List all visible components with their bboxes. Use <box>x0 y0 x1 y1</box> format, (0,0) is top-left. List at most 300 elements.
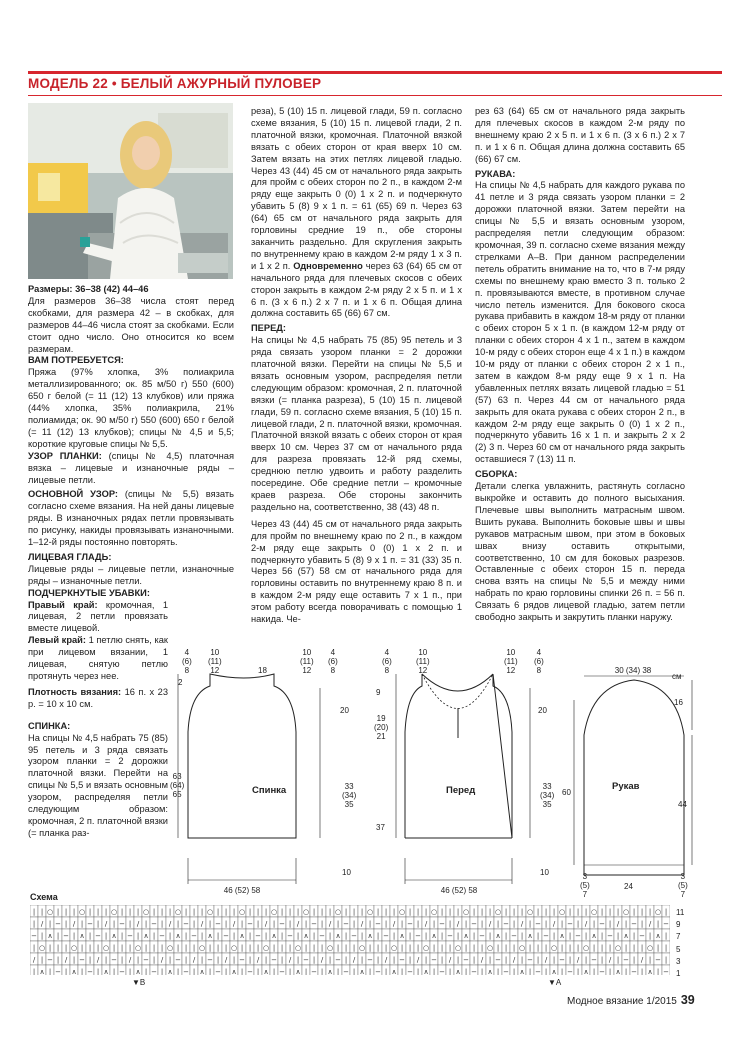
chart-symbol: | <box>272 920 276 928</box>
chart-symbol: | <box>296 908 300 916</box>
chart-symbol: ○ <box>78 908 86 916</box>
page-title: МОДЕЛЬ 22 • БЕЛЫЙ АЖУРНЫЙ ПУЛОВЕР <box>28 76 322 91</box>
front-dim-20: 20 <box>538 706 547 715</box>
sleeve-dim-bl: 3 (5) 7 <box>580 872 590 899</box>
chart-symbol: | <box>160 968 164 975</box>
chart-symbol: | <box>280 944 284 952</box>
chart-symbol: | <box>616 956 620 964</box>
chart-symbol: | <box>368 920 372 928</box>
chart-symbol: | <box>600 944 604 952</box>
chart-symbol: | <box>152 908 156 916</box>
chart-symbol: ○ <box>494 908 502 916</box>
front-finish-text: рез 63 (64) 65 см от начального ряда закрыть для плечевых скосов в каждом 2-м ряду по внешнему краю 2 х 5 п. и 1 х 6 п. (3 х 6 п.) 2 х 7 п. и 1 х 6 п. Общая длина должна составить 65 (66) 67 см. <box>475 106 685 164</box>
chart-symbol: | <box>360 908 364 916</box>
chart-symbol: − <box>495 956 501 964</box>
chart-symbol: | <box>624 944 628 952</box>
chart-symbol: | <box>56 908 60 916</box>
chart-symbol: | <box>80 944 84 952</box>
chart-symbol: − <box>535 920 541 928</box>
assembly-heading: СБОРКА: <box>475 469 518 480</box>
chart-symbol: | <box>608 968 612 975</box>
chart-symbol: | <box>248 956 252 964</box>
back-dim-top-left: 10 (11) 12 <box>208 648 222 675</box>
chart-symbol: ○ <box>614 944 622 952</box>
chart-symbol: | <box>584 908 588 916</box>
chart-symbol: | <box>400 944 404 952</box>
chart-symbol: | <box>216 956 220 964</box>
chart-symbol: ○ <box>230 944 238 952</box>
chart-symbol: | <box>72 932 76 940</box>
chart-symbol: | <box>304 920 308 928</box>
chart-symbol: / <box>392 920 396 928</box>
chart-symbol: | <box>432 968 436 975</box>
chart-symbol: ∧ <box>367 932 373 940</box>
chart-symbol: − <box>479 932 485 940</box>
chart-symbol: | <box>560 968 564 975</box>
chart-symbol: ∧ <box>111 932 117 940</box>
chart-symbol: | <box>544 908 548 916</box>
chart-symbol: | <box>576 944 580 952</box>
chart-symbol: | <box>256 908 260 916</box>
page-number: 39 <box>680 993 695 1007</box>
chart-symbol: − <box>567 920 573 928</box>
chart-symbol: − <box>303 956 309 964</box>
chart-symbol: | <box>376 944 380 952</box>
back-dim-10: 10 <box>342 868 351 877</box>
chart-symbol: ∧ <box>551 968 557 975</box>
chart-symbol: ○ <box>134 944 142 952</box>
chart-symbol: ○ <box>174 908 182 916</box>
chart-symbol: / <box>488 920 492 928</box>
chart-symbol: − <box>79 956 85 964</box>
front-heading: ПЕРЕД: <box>251 323 287 334</box>
back-dim-tl: 4 (6) 8 <box>182 648 192 675</box>
chart-symbol: | <box>448 944 452 952</box>
chart-symbol: − <box>367 956 373 964</box>
chart-symbol: | <box>56 956 60 964</box>
chart-symbol: − <box>55 920 61 928</box>
chart-symbol: | <box>240 920 244 928</box>
chart-symbol: ∧ <box>303 932 309 940</box>
chart-symbol: | <box>312 956 316 964</box>
chart-symbol: | <box>312 908 316 916</box>
chart-symbol: | <box>208 920 212 928</box>
chart-symbol: ○ <box>70 944 78 952</box>
chart-symbol: − <box>47 956 53 964</box>
chart-symbol: ∧ <box>423 968 429 975</box>
chart-symbol: − <box>311 920 317 928</box>
front-dim-top-left: 10 (11) 12 <box>416 648 430 675</box>
back-dim-tr: 4 (6) 8 <box>328 648 338 675</box>
chart-symbol: ∧ <box>207 932 213 940</box>
chart-symbol: / <box>584 920 588 928</box>
chart-symbol: | <box>648 956 652 964</box>
sleeve-dim-top: 30 (34) 38 <box>614 666 652 675</box>
chart-symbol: | <box>120 908 124 916</box>
front-dim-side: 33 (34) 35 <box>540 782 555 809</box>
sleeve-dim-16: 16 <box>674 698 683 707</box>
chart-symbol: | <box>624 920 628 928</box>
main-pattern-heading: ОСНОВНОЙ УЗОР: <box>28 489 118 500</box>
chart-symbol: − <box>87 920 93 928</box>
chart-symbol: | <box>488 956 492 964</box>
chart-symbol: | <box>552 956 556 964</box>
chart-symbol: / <box>320 956 324 964</box>
chart-symbol: | <box>576 968 580 975</box>
chart-symbol: ∧ <box>495 932 501 940</box>
chart-symbol: ○ <box>398 908 406 916</box>
chart-symbol: | <box>480 944 484 952</box>
chart-symbol: | <box>192 944 196 952</box>
chart-symbol: | <box>280 956 284 964</box>
chart-symbol: | <box>136 932 140 940</box>
chart-symbol: − <box>95 932 101 940</box>
chart-symbol: | <box>56 932 60 940</box>
chart-symbol: | <box>600 932 604 940</box>
assembly-text: Детали слегка увлажнить, растянуть согласно выкройке и оставить до полного высыхания. Плечевые швы выполнить матрасным швом. Вшить рукава. Выполнить боковые швы и швы рукавов матрасным швом, при этом в боковых швах внизу оставить открытыми, соответственно, 10 см для боковых разрезов. Оставленные с обеих сторон 15 п. переда снова взять на спицы № 5,5 и между ними набрать по краю горловины спинки 26 п. = 56 п. Связать 6 рядов лицевой гладью, затем петли свободно закрыть и закрутить планки наружу. <box>475 481 685 623</box>
chart-symbol: ○ <box>462 908 470 916</box>
left-edge-heading: Левый край: <box>28 635 86 646</box>
chart-symbol: | <box>496 920 500 928</box>
chart-symbol: | <box>480 908 484 916</box>
chart-symbol: | <box>160 920 164 928</box>
chart-symbol: − <box>599 920 605 928</box>
chart-symbol: | <box>40 908 44 916</box>
chart-symbol: − <box>375 920 381 928</box>
chart-symbol: | <box>88 908 92 916</box>
chart-symbol: | <box>352 944 356 952</box>
chart-symbol: | <box>224 968 228 975</box>
chart-symbol: | <box>112 968 116 975</box>
chart-symbol: | <box>480 968 484 975</box>
materials-heading: ВАМ ПОТРЕБУЕТСЯ: <box>28 355 124 366</box>
stitch-chart-grid <box>30 905 670 975</box>
chart-symbol: | <box>320 944 324 952</box>
chart-symbol: | <box>64 908 68 916</box>
chart-symbol: | <box>200 908 204 916</box>
chart-symbol: ○ <box>550 944 558 952</box>
chart-symbol: | <box>344 944 348 952</box>
chart-symbol: | <box>632 944 636 952</box>
back-continued-text: реза), 5 (10) 15 п. лицевой глади, 59 п. согласно схеме вязания, 5 (10) 15 п. лицевой глади, 2 п. платочной вязки, кромочная. Платочной вязкой вязать с обеих сторон от края вверх 10 см. Затем вязать на этих петлях лицевой гладью. Через 43 (44) 45 см от начального ряда закрыть для пройм с обеих сторон по 2 п., в каждом 2-м ряду еще закрыть 0 (0) 1 х 2 п. и подчеркнуто убавить 5 (8) 9 х 1 п. = 61 (65) 69 п. Через 63 (64) 65 см от начального ряда закрыть для горловины средние 19 п., обе стороны заканчить раздельно. Для скругления закрыть по внутреннему краю в каждом 2-м ряду 1 х 3 п. и 1 х 2 п. <box>251 106 462 271</box>
chart-symbol: | <box>472 956 476 964</box>
chart-symbol: | <box>600 956 604 964</box>
chart-symbol: ○ <box>302 908 310 916</box>
chart-symbol: ∧ <box>175 932 181 940</box>
chart-symbol: | <box>264 932 268 940</box>
chart-symbol: | <box>488 932 492 940</box>
chart-symbol: | <box>608 920 612 928</box>
density-heading: Плотность вязания: <box>28 686 122 697</box>
chart-symbol: / <box>264 920 268 928</box>
chart-symbol: | <box>144 968 148 975</box>
arrow-b: ▼В <box>132 978 146 987</box>
chart-symbol: ∧ <box>655 932 661 940</box>
chart-symbol: − <box>527 956 533 964</box>
chart-symbol: ○ <box>166 944 174 952</box>
chart-symbol: | <box>656 944 660 952</box>
chart-symbol: | <box>408 944 412 952</box>
chart-symbol: − <box>663 968 669 975</box>
chart-symbol: | <box>440 932 444 940</box>
chart-symbol: | <box>536 956 540 964</box>
chart-symbol: | <box>440 908 444 916</box>
chart-symbol: / <box>128 956 132 964</box>
row-number: 5 <box>676 944 681 954</box>
chart-symbol: − <box>439 968 445 975</box>
chart-symbol: ∧ <box>527 932 533 940</box>
chart-symbol: ○ <box>102 944 110 952</box>
chart-symbol: | <box>512 968 516 975</box>
chart-symbol: | <box>544 920 548 928</box>
chart-symbol: ○ <box>238 908 246 916</box>
chart-symbol: | <box>120 956 124 964</box>
chart-symbol: | <box>256 968 260 975</box>
chart-symbol: | <box>336 920 340 928</box>
chart-symbol: | <box>360 932 364 940</box>
arrow-a: ▼А <box>548 978 562 987</box>
chart-symbol: | <box>304 944 308 952</box>
chart-symbol: ○ <box>366 908 374 916</box>
chart-symbol: | <box>608 908 612 916</box>
chart-symbol: − <box>207 956 213 964</box>
chart-symbol: | <box>48 920 52 928</box>
chart-symbol: | <box>216 908 220 916</box>
chart-symbol: ∧ <box>271 932 277 940</box>
back-dim-height: 63 (64) 65 <box>170 772 185 799</box>
chart-symbol: | <box>632 956 636 964</box>
chart-symbol: | <box>456 908 460 916</box>
chart-symbol: | <box>544 944 548 952</box>
chart-symbol: − <box>183 920 189 928</box>
sleeve-dim-24: 24 <box>624 882 633 891</box>
chart-symbol: | <box>40 932 44 940</box>
chart-symbol: | <box>472 944 476 952</box>
chart-symbol: ○ <box>38 944 46 952</box>
chart-symbol: − <box>655 956 661 964</box>
chart-symbol: | <box>312 944 316 952</box>
chart-symbol: | <box>536 944 540 952</box>
chart-symbol: − <box>63 932 69 940</box>
chart-symbol: | <box>160 908 164 916</box>
chart-label: Схема <box>30 892 58 902</box>
chart-symbol: | <box>592 944 596 952</box>
chart-symbol: − <box>511 932 517 940</box>
simultaneously-label: Одновременно <box>290 260 363 271</box>
sleeve-dim-60: 60 <box>562 788 571 797</box>
chart-symbol: | <box>408 956 412 964</box>
front-text: На спицы № 4,5 набрать 75 (85) 95 петель и 3 ряда связать узором планки = 2 дорожки платочной вязки. Перейти на спицы № 5,5 и вязать основным узором, распределяя петли следующим образом: кромочная, 2 п. платочной вязки (= планка разреза), 5 (10) 15 п. лицевой глади, 59 п. согласно схеме вязания, 5 (10) 15 п. лицевой глади, 2 п. платочной вязки, кромочная. Платочной вязкой вязать с обеих сторон от края вверх 10 см. Через 37 см от начального ряда для разреза провязать 12-й ряд схемы, среднюю петлю удвоить и работу разделить посередине. Обе средние петли – кромочные краев разреза. Обе стороны закончить раздельно на, соответственно, 38 (43) 48 п. <box>251 335 462 512</box>
chart-symbol: ○ <box>390 944 398 952</box>
chart-symbol: − <box>535 968 541 975</box>
chart-symbol: | <box>256 944 260 952</box>
sleeves-heading: РУКАВА: <box>475 168 516 179</box>
chart-symbol: − <box>55 968 61 975</box>
chart-symbol: − <box>191 932 197 940</box>
chart-symbol: ○ <box>110 908 118 916</box>
chart-symbol: / <box>104 920 108 928</box>
chart-symbol: | <box>528 944 532 952</box>
chart-symbol: | <box>328 932 332 940</box>
chart-symbol: − <box>87 968 93 975</box>
chart-symbol: | <box>384 968 388 975</box>
chart-symbol: / <box>552 920 556 928</box>
sleeve-diagram <box>562 660 702 900</box>
sizes-heading: Размеры: 36–38 (42) 44–46 <box>28 284 149 294</box>
chart-symbol: − <box>607 932 613 940</box>
chart-symbol: / <box>512 956 516 964</box>
header-rule <box>28 71 722 74</box>
materials-text: Пряжа (97% хлопка, 3% полиакрила металлизированного; ок. 85 м/50 г) 550 (600) 650 г белой (= 11 (12) 13 клубков) или пряжа (44% хлопка, 35% полиакрила, 21% полиамида; ок. 90 м/50 г) 550 (600) 650 г белой (= 11 (12) 13 клубков); спицы № 4,5 и 5,5; короткие круговые спицы № 5,5. <box>28 367 234 449</box>
chart-symbol: ∧ <box>391 968 397 975</box>
chart-symbol: ∧ <box>647 968 653 975</box>
chart-symbol: | <box>96 944 100 952</box>
chart-symbol: | <box>456 932 460 940</box>
chart-symbol: ∧ <box>399 932 405 940</box>
chart-symbol: | <box>400 968 404 975</box>
chart-row-numbers <box>676 907 684 980</box>
decrease-heading: ПОДЧЕРКНУТЫЕ УБАВКИ: <box>28 587 150 598</box>
chart-symbol: − <box>223 932 229 940</box>
chart-symbol: ○ <box>358 944 366 952</box>
chart-symbol: ∧ <box>143 932 149 940</box>
chart-symbol: | <box>264 908 268 916</box>
chart-symbol: / <box>520 920 524 928</box>
chart-symbol: ∧ <box>327 968 333 975</box>
chart-symbol: ∧ <box>47 932 53 940</box>
chart-symbol: | <box>352 968 356 975</box>
chart-symbol: ∧ <box>79 932 85 940</box>
chart-symbol: | <box>128 920 132 928</box>
chart-symbol: / <box>64 956 68 964</box>
chart-symbol: | <box>248 944 252 952</box>
front-dim-10: 10 <box>540 868 549 877</box>
chart-symbol: ○ <box>526 908 534 916</box>
chart-symbol: ∧ <box>231 968 237 975</box>
row-number: 1 <box>676 969 681 979</box>
chart-symbol: | <box>400 920 404 928</box>
chart-symbol: − <box>343 920 349 928</box>
chart-symbol: | <box>48 944 52 952</box>
chart-symbol: | <box>488 908 492 916</box>
chart-symbol: | <box>656 920 660 928</box>
chart-symbol: ○ <box>582 944 590 952</box>
right-edge-heading: Правый край: <box>28 599 98 610</box>
sleeve-unit: см <box>672 672 682 681</box>
chart-symbol: | <box>320 920 324 928</box>
chart-symbol: ∧ <box>615 968 621 975</box>
chart-symbol: / <box>448 956 452 964</box>
chart-symbol: − <box>399 956 405 964</box>
chart-symbol: | <box>432 944 436 952</box>
stockinette-heading: ЛИЦЕВАЯ ГЛАДЬ: <box>28 551 112 562</box>
chart-symbol: / <box>352 956 356 964</box>
chart-symbol: | <box>288 968 292 975</box>
chart-symbol: | <box>600 908 604 916</box>
front-dim-width: 46 (52) 58 <box>440 886 478 895</box>
chart-symbol: ○ <box>422 944 430 952</box>
chart-symbol: | <box>200 932 204 940</box>
back-dim-top-right: 10 (11) 12 <box>300 648 314 675</box>
chart-symbol: ○ <box>654 908 662 916</box>
chart-symbol: ○ <box>622 908 630 916</box>
chart-symbol: | <box>464 944 468 952</box>
chart-symbol: | <box>592 968 596 975</box>
chart-symbol: ∧ <box>39 968 45 975</box>
chart-symbol: | <box>248 908 252 916</box>
chart-symbol: − <box>159 932 165 940</box>
chart-symbol: | <box>464 968 468 975</box>
back-diagram <box>170 648 370 900</box>
chart-symbol: | <box>112 944 116 952</box>
chart-symbol: | <box>288 944 292 952</box>
chart-symbol: − <box>447 932 453 940</box>
chart-symbol: | <box>368 944 372 952</box>
front-dim-tr: 4 (6) 8 <box>534 648 544 675</box>
chart-symbol: | <box>32 920 36 928</box>
chart-symbol: / <box>160 956 164 964</box>
chart-symbol: | <box>432 920 436 928</box>
chart-symbol: ○ <box>558 908 566 916</box>
chart-symbol: | <box>392 956 396 964</box>
chart-symbol: − <box>31 932 37 940</box>
chart-symbol: ∧ <box>71 968 77 975</box>
chart-symbol: − <box>663 920 669 928</box>
chart-symbol: | <box>320 968 324 975</box>
chart-symbol: / <box>456 920 460 928</box>
chart-symbol: | <box>632 932 636 940</box>
chart-symbol: / <box>296 920 300 928</box>
chart-symbol: | <box>232 956 236 964</box>
sleeve-caption: Рукав <box>612 781 640 792</box>
front-caption: Перед <box>446 785 476 796</box>
stockinette-text: Лицевые ряды – лицевые петли, изнаночные ряды – изнаночные петли. <box>28 563 234 586</box>
front-dim-9: 9 <box>376 688 381 697</box>
chart-symbol: | <box>88 944 92 952</box>
chart-symbol: | <box>512 908 516 916</box>
chart-symbol: | <box>608 944 612 952</box>
chart-symbol: / <box>608 956 612 964</box>
chart-symbol: − <box>143 956 149 964</box>
chart-symbol: | <box>416 920 420 928</box>
chart-symbol: | <box>568 944 572 952</box>
chart-symbol: − <box>375 968 381 975</box>
chart-symbol: | <box>128 944 132 952</box>
chart-symbol: | <box>512 920 516 928</box>
chart-symbol: | <box>80 968 84 975</box>
row-number: 3 <box>676 956 681 966</box>
chart-symbol: ○ <box>198 944 206 952</box>
chart-symbol: | <box>88 956 92 964</box>
chart-symbol: / <box>232 920 236 928</box>
chart-symbol: ∧ <box>263 968 269 975</box>
chart-symbol: | <box>344 956 348 964</box>
row-number: 7 <box>676 932 681 942</box>
chart-symbol: | <box>392 932 396 940</box>
front-armhole-text: Через 43 (44) 45 см от начального ряда закрыть для пройм по внешнему краю по 2 п., в каждом 2-м ряду еще закрыть 0 (0) 1 х 2 п. и подчеркнуто убавить 5 (8) 9 х 1 п. = 31 (33) 35 п. Через 56 (57) 58 см от начального ряда для горловины оставить по внутреннему краю 8 п. и в каждом 2-м ряду еще оставить 7 х 1 п., при этом работу всегда поворачивать с помощью 1 накида. Че- <box>251 518 462 625</box>
chart-symbol: | <box>544 968 548 975</box>
chart-symbol: / <box>136 920 140 928</box>
chart-symbol: | <box>56 944 60 952</box>
density-text: 16 п. х 23 р. = 10 х 10 см. <box>28 686 169 709</box>
chart-symbol: | <box>376 956 380 964</box>
chart-symbol: | <box>632 908 636 916</box>
chart-symbol: | <box>208 968 212 975</box>
left-edge-text: 1 петлю снять, как при лицевом вязании, 1 лицевая, снятую петлю протянуть через нее. <box>28 635 168 681</box>
chart-symbol: | <box>560 920 564 928</box>
chart-symbol: | <box>96 968 100 975</box>
chart-symbol: / <box>32 956 36 964</box>
